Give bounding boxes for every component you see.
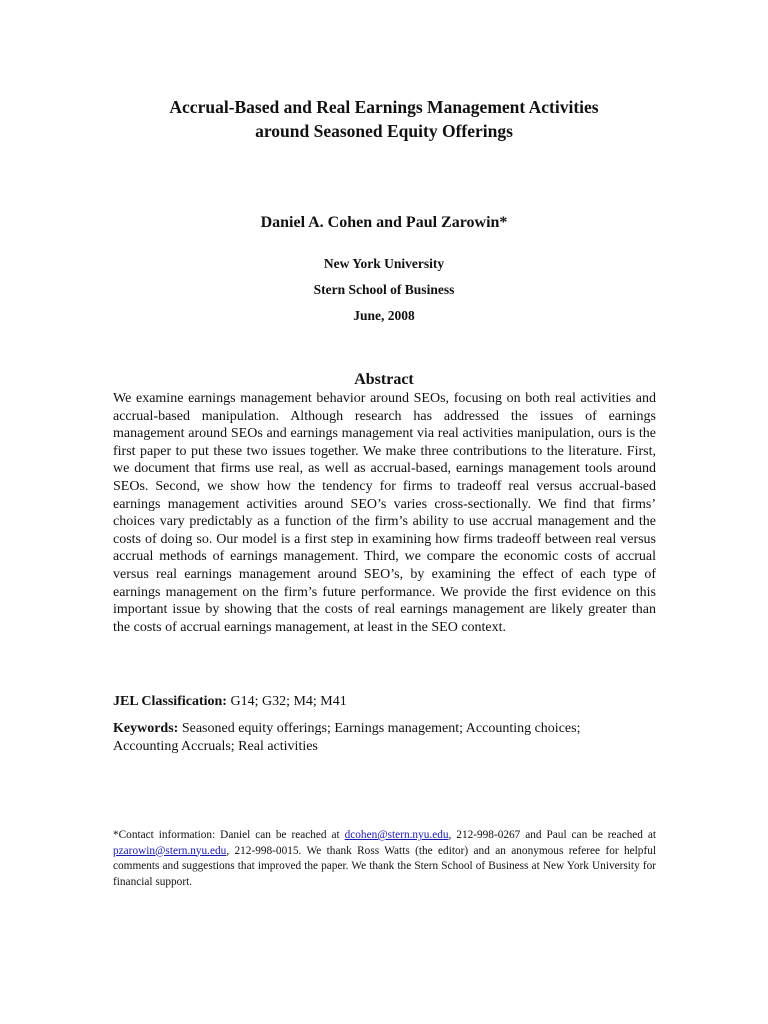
- abstract-text: We examine earnings management behavior around SEOs, focusing on both real activities and accrual-based manipulation. Although research has addressed the issues of earnings management around SEOs and earnings management via real activities manipulation, ours is the first paper to put these two issues together. We make three contributions to the literature. First, we document that firms use real, as well as accrual-based, earnings management tools around SEOs. Second, we show how the tendency for firms to tradeoff real versus accrual-based earnings management activities around SEO’s varies cross-sectionally. We find that firms’ choices vary predictably as a function of the firm’s ability to use accrual management and the costs of doing so. Our model is a first step in examining how firms tradeoff between real versus accrual methods of earnings management. Third, we compare the economic costs of accrual versus real earnings management around SEO’s, by examining the effect of each type of earnings management on the firm’s future performance. We provide the first evidence on this important issue by showing that the costs of real earnings management are likely greater than the costs of accrual earnings management, at least in the SEO context.: [113, 391, 656, 635]
- keywords-list: Seasoned equity offerings; Earnings management; Accounting choices; Accounting Accruals; Real activities: [113, 721, 581, 754]
- paper-title: [100, 95, 668, 143]
- abstract-heading: Abstract: [354, 371, 414, 388]
- publication-date: June, 2008: [353, 308, 415, 323]
- jel-codes: G14; G32; M4; M41: [226, 694, 347, 709]
- jel-label: JEL Classification:: [113, 694, 227, 709]
- title-line-1: Accrual-Based and Real Earnings Management Activities: [169, 97, 599, 117]
- author-names: Daniel A. Cohen and Paul Zarowin*: [260, 214, 508, 231]
- email-link-cohen[interactable]: dcohen@stern.nyu.edu: [344, 829, 449, 841]
- footnote-text-1: *Contact information: Daniel can be reached at: [113, 829, 345, 841]
- affiliation-school: Stern School of Business: [313, 282, 455, 297]
- keywords: [113, 720, 633, 756]
- keywords-label: Keywords:: [113, 721, 179, 736]
- contact-footnote: [113, 828, 656, 890]
- footnote-text-2: , 212-998-0267 and Paul can be reached at: [448, 829, 656, 841]
- affiliation-university: New York University: [323, 256, 445, 271]
- email-link-zarowin[interactable]: pzarowin@stern.nyu.edu: [113, 844, 227, 857]
- title-line-2: around Seasoned Equity Offerings: [255, 121, 513, 141]
- footnote-text-3: , 212-998-0015. We thank Ross Watts (the editor) and an anonymous referee for helpful comments and suggestions that improved the paper. We thank the Stern School of Business at New York University for financial support.: [113, 844, 656, 888]
- jel-classification: [113, 693, 656, 711]
